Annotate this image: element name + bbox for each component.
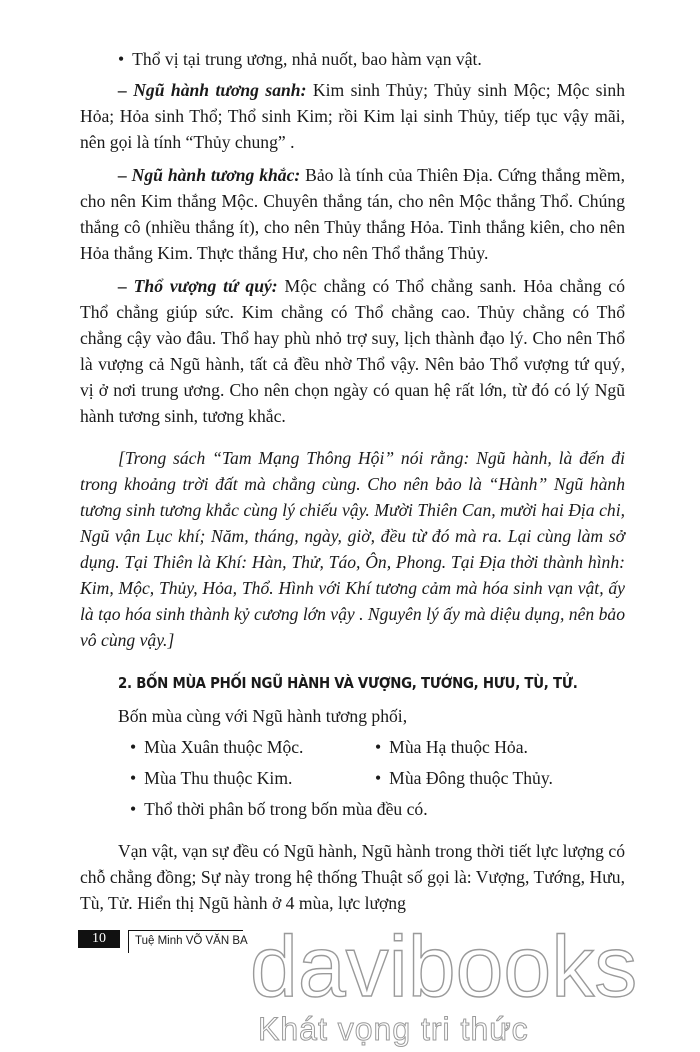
watermark-tagline: Khát vọng tri thức: [258, 1011, 529, 1047]
text-tho-vuong: Mộc chẳng có Thổ chẳng sanh. Hỏa chẳng có Thổ chẳng giúp sức. Kim chẳng có Thổ chẳng cao. Thủy chẳng có Thổ chẳng cậy vào đâu. Thổ hay phù nhỏ trợ suy, lịch thành đạo lý. Cho nên Thổ là vượng cả Ngũ hành, tất cả đều nhờ Thổ vậy. Nên bảo Thổ vượng tứ quý, vị ở nơi trung ương. Cho nên chọn ngày có quan hệ rất lớn, từ đó có lý Ngũ hành tương sinh, tương khắc.: [80, 276, 625, 426]
intro-text: Bốn mùa cùng với Ngũ hành tương phối,: [118, 706, 408, 726]
bullet-tho: • Thổ vị tại trung ương, nhả nuốt, bao hàm vạn vật.: [118, 46, 625, 72]
bullet-tho-thoi: • Thổ thời phân bố trong bốn mùa đều có.: [130, 796, 428, 822]
section-heading: 2. BỐN MÙA PHỐI NGŨ HÀNH VÀ VƯỢNG, TƯỚNG, HƯU, TÙ, TỬ.: [118, 674, 578, 692]
watermark-brand: davibooks: [250, 919, 638, 1015]
bullet-row-1: [130, 734, 625, 760]
bullet-thu: • Mùa Thu thuộc Kim.: [130, 765, 375, 791]
page-number: 10: [78, 930, 120, 948]
page-footer: [80, 919, 638, 1047]
quote-paragraph: [Trong sách “Tam Mạng Thông Hội” nói rằng: Ngũ hành, là đến đi trong khoảng trời đất mà chẳng cùng. Cho nên bảo là “Hành” Ngũ hành tương sinh tương khắc cùng lý chiếu vậy. Mười Thiên Can, mười hai Địa chi, Ngũ vận Lục khí; Năm, tháng, ngày, giờ, đều từ đó mà ra. Lại cùng làm sở dụng. Tại Thiên là Khí: Hàn, Thử, Táo, Ôn, Phong. Tại Địa thời thành hình: Kim, Mộc, Thủy, Hỏa, Thổ. Hình với Khí tương cảm mà hóa sinh vạn vật, ấy là tạo hóa sinh thành kỷ cương lớn vậy . Nguyên lý ấy mà diệu dụng, nên bảo vô cùng vậy.]: [80, 448, 625, 650]
lead-tuong-sanh: – Ngũ hành tương sanh:: [118, 80, 307, 100]
text-tuong-sanh: Kim sinh Thủy; Thủy sinh Mộc; Mộc sinh Hỏa; Hỏa sinh Thổ; Thổ sinh Kim; rồi Kim lại sinh Thủy, tiếp tục vậy mãi, nên gọi là tính “Thủy chung” .: [80, 80, 625, 152]
paragraph-van-vat: Vạn vật, vạn sự đều có Ngũ hành, Ngũ hành trong thời tiết lực lượng có chỗ chẳng đồng; Sự này trong hệ thống Thuật số gọi là: Vượng, Tướng, Hưu, Tù, Tử. Hiển thị Ngũ hành ở 4 mùa, lực lượng: [80, 841, 625, 913]
bullet-ha: • Mùa Hạ thuộc Hỏa.: [375, 734, 528, 760]
running-footer-author: Tuệ Minh VÕ VĂN BA: [128, 930, 243, 953]
paragraph-tuong-khac: [80, 162, 625, 266]
bullet-row-2: [130, 765, 625, 791]
bullet-row-3: [130, 796, 625, 822]
bullet-dong: • Mùa Đông thuộc Thủy.: [375, 765, 553, 791]
paragraph-tuong-sanh: [80, 77, 625, 155]
text-tuong-khac: Bảo là tính của Thiên Địa. Cứng thắng mềm, cho nên Kim thắng Mộc. Chuyên thắng tán, cho nên Mộc thắng Thổ. Chúng thắng cô (nhiều thắng ít), cho nên Thủy thắng Hỏa. Tinh thắng kiên, cho nên Hỏa thắng Kim. Thực thắng Hư, cho nên Thổ thắng Thủy.: [80, 165, 626, 263]
lead-tuong-khac: – Ngũ hành tương khắc:: [118, 165, 301, 185]
paragraph-tho-vuong: [80, 273, 625, 429]
bullet-xuan: • Mùa Xuân thuộc Mộc.: [130, 734, 375, 760]
book-page: [80, 0, 638, 1052]
lead-tho-vuong: – Thổ vượng tứ quý:: [118, 276, 278, 296]
